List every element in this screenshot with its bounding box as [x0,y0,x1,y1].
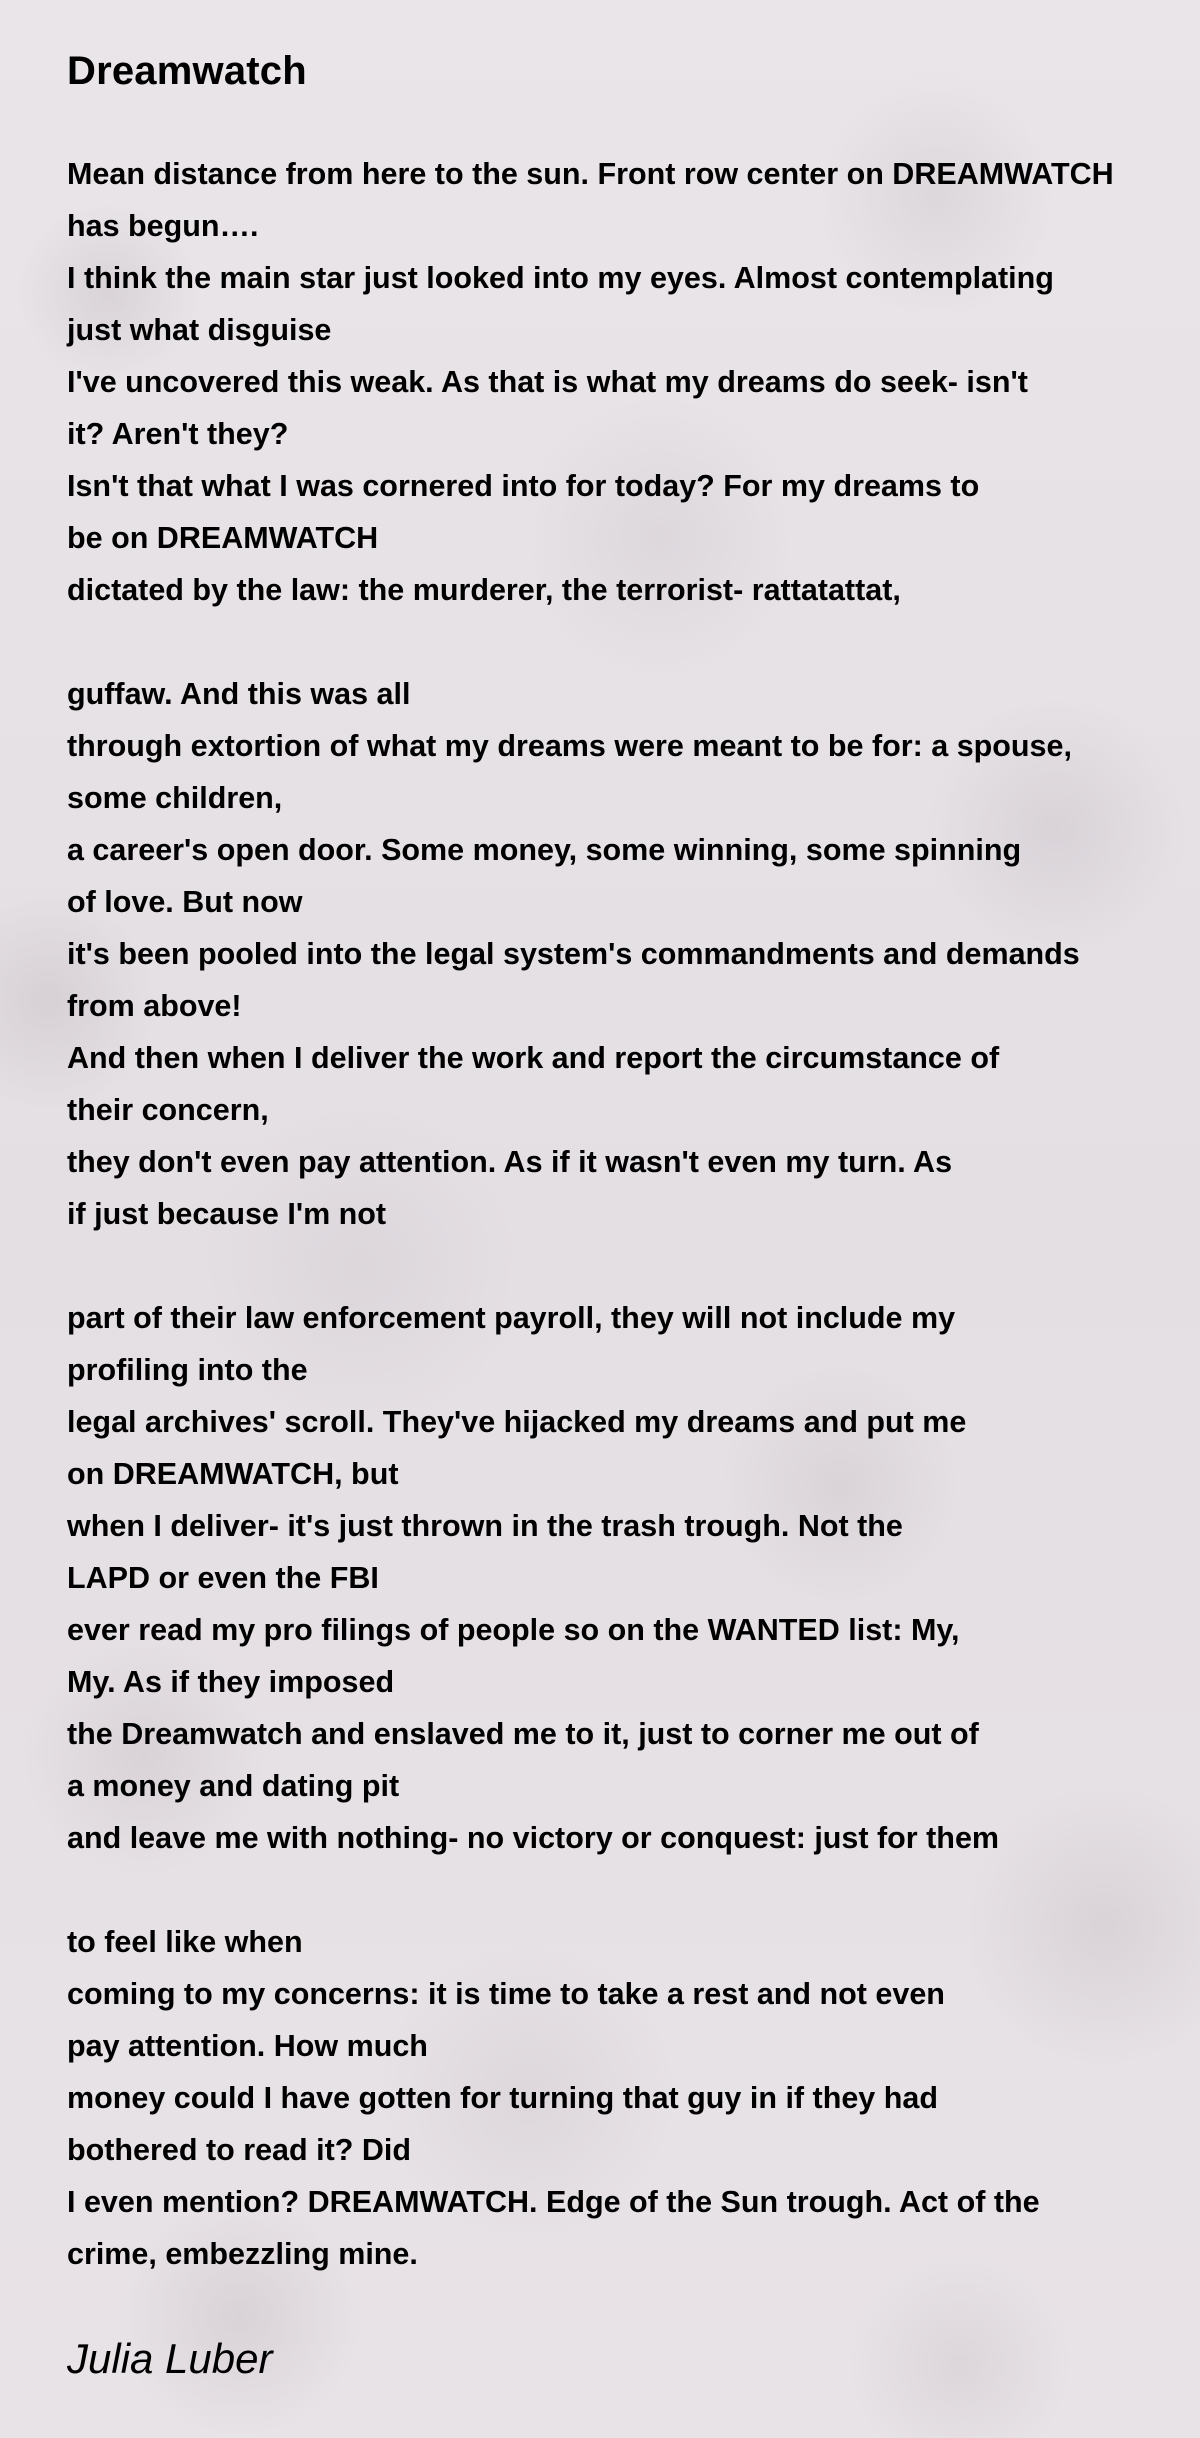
poem-line: Mean distance from here to the sun. Front row center on DREAMWATCH [67,157,1114,191]
poem-line: to feel like when [67,1925,303,1959]
poem-line: I even mention? DREAMWATCH. Edge of the Sun trough. Act of the [67,2185,1040,2219]
poem-line: their concern, [67,1093,269,1127]
poem-line: of love. But now [67,885,303,919]
poem-line: ever read my pro filings of people so on the WANTED list: My, [67,1613,960,1647]
poem-line: just what disguise [67,313,332,347]
poem-line: guffaw. And this was all [67,677,411,711]
stanza-break [67,1240,1177,1292]
poem-line: coming to my concerns: it is time to take a rest and not even [67,1977,945,2011]
poem-line: from above! [67,989,242,1023]
poem-line: part of their law enforcement payroll, they will not include my [67,1301,956,1335]
stanza-break [67,1864,1177,1916]
poem-title: Dreamwatch [67,49,307,93]
poem-line: And then when I deliver the work and report the circumstance of [67,1041,1000,1075]
poem-line: a career's open door. Some money, some winning, some spinning [67,833,1022,867]
poem-line: and leave me with nothing- no victory or conquest: just for them [67,1821,1000,1855]
poem-line: has begun…. [67,209,259,243]
poem-line: some children, [67,781,283,815]
poem-line: it's been pooled into the legal system's commandments and demands [67,937,1080,971]
poem-author: Julia Luber [67,2335,273,2382]
poem-line: dictated by the law: the murderer, the terrorist- rattatattat, [67,573,901,607]
poem-line: Isn't that what I was cornered into for today? For my dreams to [67,469,980,503]
poem-line: bothered to read it? Did [67,2133,411,2167]
poem-line: a money and dating pit [67,1769,400,1803]
poem-line: through extortion of what my dreams were meant to be for: a spouse, [67,729,1072,763]
poem-line: if just because I'm not [67,1197,387,1231]
poem-line: money could I have gotten for turning that guy in if they had [67,2081,938,2115]
poem-line: it? Aren't they? [67,417,289,451]
poem-line: I think the main star just looked into my eyes. Almost contemplating [67,261,1054,295]
poem-line: I've uncovered this weak. As that is what my dreams do seek- isn't [67,365,1028,399]
poem-line: when I deliver- it's just thrown in the trash trough. Not the [67,1509,903,1543]
poem-line: on DREAMWATCH, but [67,1457,399,1491]
poem-line: legal archives' scroll. They've hijacked my dreams and put me [67,1405,967,1439]
poem-body [67,148,1177,2280]
poem-line: the Dreamwatch and enslaved me to it, just to corner me out of [67,1717,979,1751]
poem-line: LAPD or even the FBI [67,1561,379,1595]
poem-line: profiling into the [67,1353,308,1387]
poem-line: pay attention. How much [67,2029,428,2063]
stanza-break [67,616,1177,668]
poem-line: crime, embezzling mine. [67,2237,418,2271]
poem-line: be on DREAMWATCH [67,521,379,555]
poem-line: they don't even pay attention. As if it wasn't even my turn. As [67,1145,953,1179]
poem-line: My. As if they imposed [67,1665,395,1699]
